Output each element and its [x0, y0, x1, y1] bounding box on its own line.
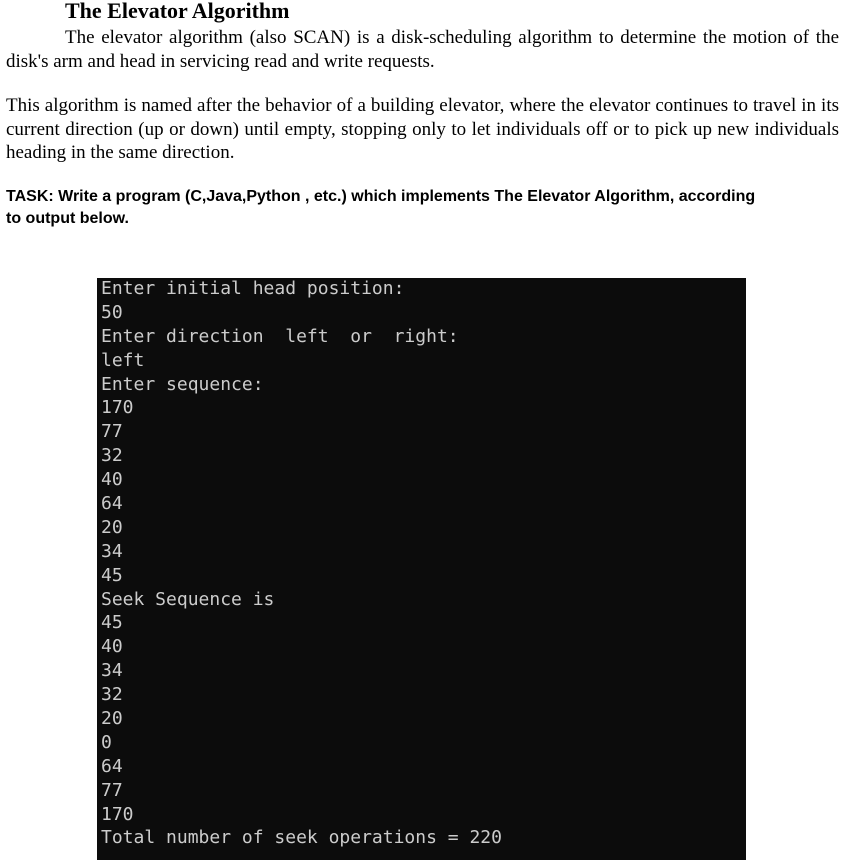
console-output-screenshot: [97, 278, 746, 860]
console-line: 77: [101, 421, 123, 443]
console-line: 50: [101, 301, 123, 323]
console-line: Seek Sequence is: [101, 588, 275, 610]
document-page: [6, 0, 839, 230]
intro-paragraph: The elevator algorithm (also SCAN) is a disk-scheduling algorithm to determine the motion of the disk's arm and head in servicing read and write requests.: [6, 27, 839, 72]
console-line: 34: [101, 660, 123, 682]
console-line: Enter sequence:: [101, 373, 264, 395]
console-line: 64: [101, 493, 123, 515]
console-line: 34: [101, 540, 123, 562]
console-line: 20: [101, 516, 123, 538]
console-line: 45: [101, 564, 123, 586]
console-line: 0: [101, 731, 112, 753]
console-line: 20: [101, 708, 123, 730]
console-line: Enter initial head position:: [101, 278, 405, 299]
console-line: 170: [101, 803, 134, 825]
console-line: Enter direction left or right:: [101, 325, 459, 347]
console-line: 64: [101, 755, 123, 777]
console-line: Total number of seek operations = 220: [101, 827, 502, 849]
console-line: left: [101, 349, 145, 371]
console-line: 77: [101, 779, 123, 801]
console-line: 170: [101, 397, 134, 419]
document-title: The Elevator Algorithm: [65, 0, 290, 23]
console-line: 32: [101, 445, 123, 467]
console-line: 45: [101, 612, 123, 634]
console-line: 40: [101, 636, 123, 658]
console-line: 40: [101, 469, 123, 491]
description-paragraph: This algorithm is named after the behavior of a building elevator, where the elevator continues to travel in its current direction (up or down) until empty, stopping only to let individuals off or to pick up new individuals heading in the same direction.: [6, 95, 839, 163]
task-statement: TASK: Write a program (C,Java,Python , etc.) which implements The Elevator Algorithm, according to output below.: [6, 187, 756, 227]
console-line: 32: [101, 684, 123, 706]
